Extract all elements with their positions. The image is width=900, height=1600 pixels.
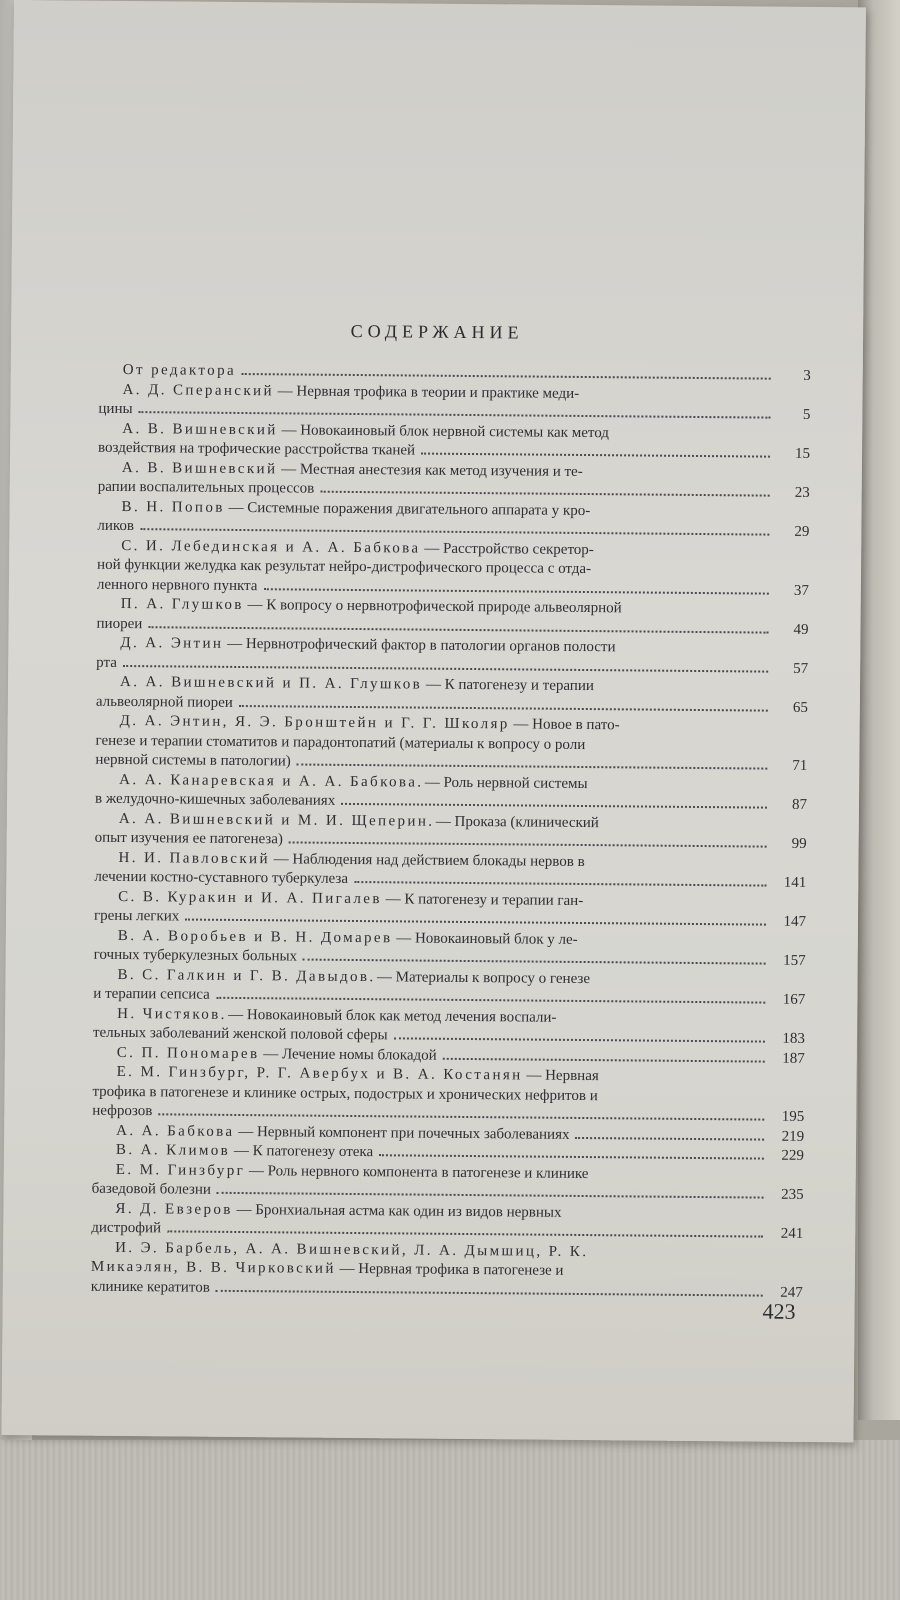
toc-entry-text [91, 1219, 161, 1239]
toc-page-number: 195 [781, 1108, 805, 1125]
toc-entry-title: — Новое в пато- [509, 716, 620, 734]
toc-entry-title: — Наблюдения над действием блокады нервов в [269, 850, 585, 870]
dot-leader [239, 704, 768, 711]
toc-page-number: 99 [791, 835, 807, 852]
dot-leader [297, 763, 768, 769]
table-of-contents [91, 361, 811, 1303]
toc-entry-author: Микаэлян, В. В. Чирковский [90, 1258, 336, 1277]
toc-entry-author: И. Э. Барбель, А. А. Вишневский, Л. А. Дымшиц, Р. К. [115, 1239, 589, 1260]
toc-entry-title: трофика в патогенезе и клинике острых, подострых и хронических нефритов и [92, 1083, 598, 1104]
dot-leader [158, 1113, 764, 1120]
dot-leader [148, 626, 768, 633]
toc-entry-title: — Нервный компонент при почечных заболеваниях [234, 1123, 570, 1143]
dot-leader [575, 1136, 764, 1140]
toc-entry-title: ной функции желудка как результат нейро-дистрофического процесса с отда- [97, 556, 592, 578]
dot-leader [379, 1154, 764, 1159]
toc-entry [95, 770, 807, 815]
toc-entry [94, 926, 806, 971]
toc-entry [94, 887, 806, 932]
toc-page-number: 187 [782, 1050, 805, 1067]
toc-entry-title: — К патогенезу отека [230, 1142, 374, 1161]
toc-page-number: 167 [782, 991, 806, 1008]
toc-page-number: 23 [794, 484, 810, 501]
toc-entry-title: дистрофий [91, 1219, 162, 1237]
toc-page-number: 229 [781, 1147, 805, 1164]
toc-entry-author: А. А. Бабкова [116, 1122, 235, 1140]
dot-leader [263, 588, 768, 594]
page-number: 423 [762, 1298, 796, 1324]
toc-page-number: 235 [781, 1186, 804, 1203]
toc-entry-author: С. В. Куракин и И. А. Пигалев [118, 888, 382, 907]
dot-leader [354, 881, 766, 887]
toc-entry-author: В. С. Галкин и Г. В. Давыдов [117, 966, 370, 985]
page-title: СОДЕРЖАНИЕ [350, 320, 524, 343]
toc-entry [95, 809, 807, 854]
dot-leader [167, 1230, 763, 1237]
toc-entry-title: клинике кератитов [90, 1278, 210, 1296]
dot-leader [216, 997, 765, 1004]
toc-entry [95, 712, 807, 777]
toc-entry-text [91, 1277, 210, 1298]
toc-entry-text [94, 946, 298, 967]
toc-entry [96, 595, 808, 640]
toc-entry-text [97, 575, 258, 596]
toc-page-number: 37 [793, 582, 809, 599]
toc-entry-text [94, 868, 348, 890]
toc-entry-author: Е. М. Гинзбург [115, 1161, 246, 1179]
toc-entry-title: грены легких [93, 907, 180, 925]
toc-entry-title: — Бронхиальная астма как один из видов нервных [232, 1201, 562, 1221]
toc-entry-title: и терапии сепсиса [93, 985, 210, 1003]
toc-entry-title: . — Проказа (клинический [428, 813, 599, 831]
toc-entry-text [99, 361, 236, 382]
toc-entry-title: — Расстройство секретор- [420, 540, 594, 558]
toc-entry-title: — К патогенезу и терапии ган- [381, 890, 584, 909]
toc-page-number: 247 [780, 1284, 803, 1301]
toc-entry-text [99, 380, 580, 404]
toc-entry-text [95, 790, 335, 812]
toc-entry-title: . — Материалы к вопросу о генезе [369, 968, 591, 987]
toc-entry [91, 1238, 803, 1303]
toc-entry-text [97, 517, 134, 537]
toc-entry [93, 1004, 805, 1049]
toc-entry [92, 1063, 804, 1128]
toc-entry [93, 965, 805, 1010]
toc-page-number: 141 [783, 874, 807, 891]
toc-entry [96, 673, 808, 718]
toc-entry [94, 848, 806, 893]
toc-entry-author: Н. И. Павловский [118, 849, 271, 867]
toc-page-number: 241 [780, 1225, 804, 1242]
dot-leader [217, 1192, 764, 1199]
toc-page-number: 3 [803, 367, 811, 384]
toc-entry-title: нефрозов [92, 1102, 153, 1120]
toc-entry-author: П. А. Глушков [120, 595, 244, 614]
toc-entry-author: В. А. Климов [115, 1141, 231, 1159]
dot-leader [242, 373, 771, 380]
toc-entry-title: цины [98, 400, 133, 418]
dot-leader [341, 803, 767, 809]
toc-entry-title: пиореи [96, 615, 143, 632]
toc-entry-title: — Роль нервного компонента в патогенезе и клинике [245, 1162, 589, 1182]
book-page [1, 0, 865, 1442]
book-spine-edge [858, 0, 900, 1420]
toc-entry-title: . — Роль нервной системы [417, 774, 588, 792]
toc-entry-text [92, 1141, 373, 1163]
dot-leader [140, 528, 769, 535]
toc-entry-author: А. В. Вишневский [121, 459, 278, 477]
dot-leader [139, 411, 771, 419]
toc-entry-title: — Нервнотрофический фактор в патологии органов полости [223, 635, 616, 656]
toc-entry-author: Е. М. Гинзбург, Р. Г. Авербух и В. А. Костанян [116, 1063, 523, 1084]
toc-entry-author: С. И. Лебединская и А. А. Бабкова [121, 537, 421, 557]
toc-entry-text [92, 1102, 152, 1122]
toc-entry-title: — К патогенезу и терапии [422, 676, 595, 695]
toc-page-number: 15 [794, 445, 811, 462]
toc-entry-title: воздействия на трофические расстройства тканей [98, 439, 416, 459]
toc-entry [98, 380, 810, 425]
toc-page-number: 65 [792, 699, 808, 716]
toc-entry-text [96, 692, 233, 713]
toc-entry-text [91, 1199, 561, 1223]
toc-entry-text [98, 478, 315, 499]
toc-entry-title: — Местная анестезия как метод изучения и те- [277, 460, 583, 480]
toc-entry-title: рапии воспалительных процессов [97, 478, 315, 497]
toc-entry-text [96, 614, 142, 634]
toc-entry-author: С. П. Пономарев [116, 1044, 260, 1062]
toc-entry [98, 419, 810, 464]
toc-entry [98, 458, 810, 503]
toc-entry-title: — Нервная трофика в патогенезе и [335, 1260, 564, 1279]
toc-entry-text [96, 653, 117, 673]
toc-entry-text [93, 985, 210, 1006]
dot-leader [185, 919, 766, 926]
toc-entry-author: А. Д. Сперанский [122, 381, 275, 399]
toc-entry-author: А. В. Вишневский [122, 420, 278, 438]
toc-entry-author: От редактора [122, 361, 237, 379]
toc-page-number: 219 [781, 1128, 805, 1145]
dot-leader [216, 1289, 763, 1296]
toc-entry [97, 536, 809, 601]
toc-entry [96, 634, 808, 679]
toc-entry-title: тельных заболеваний женской половой сферы [92, 1024, 388, 1044]
toc-entry-text [98, 400, 132, 420]
toc-entry-title: — Системные поражения двигательного аппарата у кро- [224, 499, 591, 519]
toc-page-number: 29 [794, 523, 810, 540]
toc-page-number: 183 [782, 1030, 806, 1047]
toc-entry [92, 1160, 804, 1205]
toc-entry-text [92, 1180, 211, 1201]
toc-entry-title: альвеолярной пиореи [95, 693, 233, 711]
toc-entry-title: — Новокаиновый блок нервной системы как метод [277, 421, 610, 441]
toc-entry-title: генезе и терапии стоматитов и парадонтопатий (материалы к вопросу о роли [95, 732, 586, 753]
toc-entry-author: Д. А. Энтин, Я. Э. Бронштейн и Г. Г. Школяр [119, 712, 510, 733]
toc-entry-author: Я. Д. Евзеров [115, 1200, 233, 1218]
toc-entry-title: — Лечение номы блокадой [259, 1045, 437, 1064]
toc-page-number: 57 [793, 660, 809, 677]
toc-entry-text [94, 907, 179, 927]
toc-entry [97, 497, 809, 542]
toc-entry-author: Н. Чистяков [117, 1005, 221, 1023]
toc-page-number: 157 [783, 952, 806, 969]
table-surface [0, 1440, 900, 1600]
toc-entry-title: гочных туберкулезных больных [93, 946, 298, 965]
toc-entry-author: А. А. Канаревская и А. А. Бабкова [119, 771, 418, 791]
toc-entry-title: лечении костно-суставного туберкулеза [94, 868, 349, 887]
toc-entry-title: . — Новокаиновый блок как метод лечения воспали- [220, 1006, 557, 1026]
toc-entry-text [95, 751, 291, 772]
toc-entry-title: — Новокаиновый блок у ле- [392, 929, 578, 948]
toc-entry-title: ликов [97, 517, 135, 535]
dot-leader [394, 1037, 765, 1042]
toc-entry-title: — К вопросу о нервнотрофической природе альвеолярной [243, 597, 622, 617]
toc-page-number: 5 [802, 406, 811, 423]
toc-entry-title: базедовой болезни [91, 1180, 212, 1198]
dot-leader [443, 1057, 765, 1062]
dot-leader [123, 664, 768, 672]
toc-entry-author: Д. А. Энтин [120, 634, 224, 652]
toc-entry-title: — Нервная [522, 1067, 599, 1085]
dot-leader [421, 453, 770, 458]
toc-page-number: 49 [793, 621, 809, 638]
toc-entry-author: В. А. Воробьев и В. Н. Домарев [117, 927, 393, 946]
dot-leader [289, 841, 767, 847]
toc-page-number: 87 [791, 796, 808, 813]
toc-entry-title: ленного нервного пункта [96, 576, 258, 594]
toc-page-number: 147 [783, 913, 807, 930]
toc-entry-text [93, 1024, 388, 1046]
toc-entry-title: — Нервная трофика в теории и практике меди- [273, 382, 580, 402]
toc-page-number: 71 [792, 757, 808, 774]
dot-leader [303, 959, 766, 965]
dot-leader [320, 491, 769, 497]
toc-entry-title: нервной системы в патологии) [95, 751, 291, 770]
toc-entry-author: В. Н. Попов [121, 498, 225, 516]
toc-entry-text [95, 829, 283, 850]
toc-entry-title: в желудочно-кишечных заболеваниях [94, 790, 336, 809]
toc-entry-author: А. А. Вишневский и М. И. Щеперин [118, 810, 429, 830]
toc-entry-title: опыт изучения ее патогенеза) [94, 829, 283, 848]
toc-entry [91, 1199, 803, 1244]
toc-entry-author: А. А. Вишневский и П. А. Глушков [119, 673, 423, 693]
toc-entry-title: рта [96, 654, 117, 671]
